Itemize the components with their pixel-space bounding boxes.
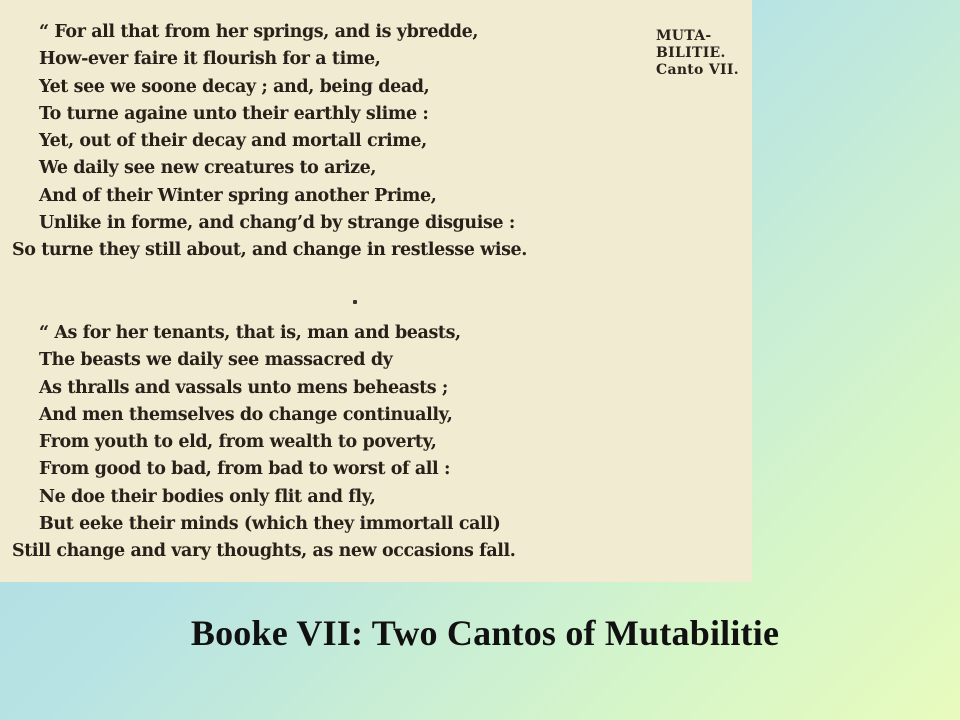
show-through-text (585, 22, 590, 130)
verse-line: “ For all that from her springs, and is ybredde, (39, 22, 479, 42)
margin-note-line: MUTA- (656, 28, 712, 44)
verse-line: From youth to eld, from wealth to poverty, (39, 432, 437, 453)
margin-note-line: Canto VII. (656, 62, 739, 78)
verse-line: We daily see new creatures to arize, (39, 158, 377, 179)
verse-line: And of their Winter spring another Prime, (39, 185, 437, 206)
margin-note-line: BILITIE. (656, 45, 726, 61)
slide-caption: Booke VII: Two Cantos of Mutabilitie (190, 613, 780, 653)
verse-line: To turne againe unto their earthly slime : (39, 103, 429, 124)
verse-line: Yet, out of their decay and mortall crime, (39, 131, 427, 152)
verse-line: Ne doe their bodies only flit and fly, (39, 486, 376, 507)
stanza-1 (12, 19, 527, 265)
verse-line: But eeke their minds (which they immortall call) (39, 514, 501, 535)
stanza-separator-mark (353, 300, 357, 304)
verse-line: The beasts we daily see massacred dy (39, 350, 393, 371)
verse-line: And men themselves do change continually, (39, 404, 453, 425)
verse-line: “ As for her tenants, that is, man and beasts, (39, 323, 461, 343)
verse-line: Unlike in forme, and chang’d by strange disguise : (39, 213, 515, 234)
verse-line: How-ever faire it flourish for a time, (39, 49, 381, 70)
verse-line: As thralls and vassals unto mens beheasts ; (39, 377, 448, 398)
verse-line: From good to bad, from bad to worst of all : (39, 459, 451, 480)
stanza-2 (12, 320, 515, 566)
verse-line-alexandrine: Still change and vary thoughts, as new occasions fall. (12, 541, 516, 562)
verse-line-alexandrine: So turne they still about, and change in restlesse wise. (12, 240, 527, 261)
margin-canto-note (656, 28, 739, 79)
verse-line: Yet see we soone decay ; and, being dead, (39, 76, 430, 97)
